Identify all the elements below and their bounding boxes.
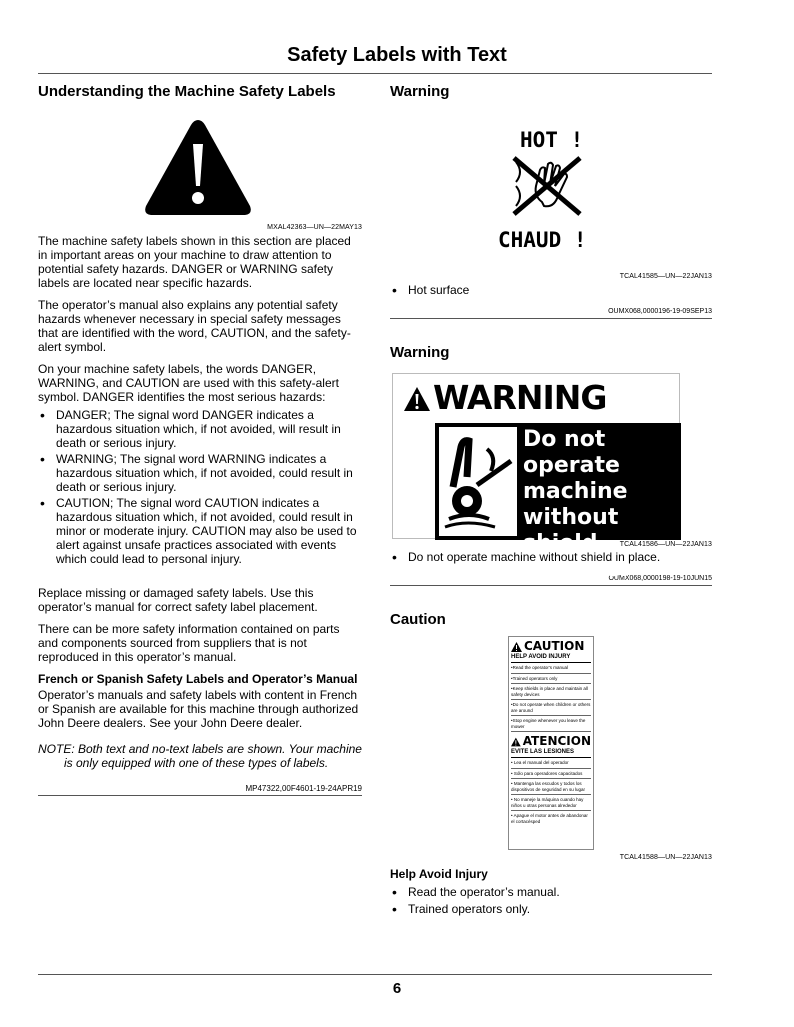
code-ref: MP47322,00F4601-19-24APR19 bbox=[245, 784, 362, 793]
label-signal-word bbox=[511, 640, 591, 653]
section-heading-caution: Caution bbox=[390, 611, 446, 628]
footer-rule bbox=[38, 974, 712, 975]
subheading-french-spanish: French or Spanish Safety Labels and Operator’s Manual bbox=[38, 672, 358, 686]
label-signal-word: WARNING bbox=[433, 378, 607, 417]
label-text-chaud: CHAUD ! bbox=[498, 228, 587, 252]
label-subhead: EVITE LAS LESIONES bbox=[511, 749, 591, 758]
label-head-text: ATENCION bbox=[522, 734, 591, 748]
image-ref: TCAL41588—UN—22JAN13 bbox=[619, 854, 712, 861]
section-divider bbox=[390, 585, 712, 586]
list-item: • WARNING; The signal word WARNING indicates a hazardous situation which, if not avoided, could result in death or serious injury. bbox=[38, 452, 362, 494]
label-line: in place. bbox=[523, 557, 629, 582]
safety-alert-icon bbox=[142, 116, 254, 220]
signal-word-list bbox=[38, 408, 362, 566]
label-line: • Lea el manual del operador bbox=[511, 760, 591, 769]
paragraph: Replace missing or damaged safety labels. Use this operator’s manual for correct safety label placement. bbox=[38, 586, 318, 614]
paragraph: Operator’s manuals and safety labels with content in French or Spanish are available for this machine through authorized John Deere dealers. See your John Deere dealer. bbox=[38, 688, 359, 730]
note: NOTE: Both text and no-text labels are shown. Your machine is only equipped with one of these types of labels. bbox=[38, 742, 362, 770]
page-number: 6 bbox=[392, 980, 402, 997]
label-description-list bbox=[390, 283, 712, 297]
label-signal-word bbox=[511, 735, 591, 748]
section-heading-understanding: Understanding the Machine Safety Labels bbox=[38, 83, 336, 100]
caution-label bbox=[508, 636, 594, 850]
paragraph: There can be more safety information contained on parts and components sourced from suppliers that is not reproduced in this operator’s manual. bbox=[38, 622, 340, 664]
label-line: • Apague el motor antes de abandonar el cortacésped bbox=[511, 813, 588, 824]
paragraph: The operator’s manual also explains any potential safety hazards whenever necessary in special safety messages that are identified with the word, CAUTION, and the safety-alert symbol. bbox=[38, 298, 351, 354]
list-item: • Hot surface bbox=[390, 283, 712, 297]
label-line: •Stop engine whenever you leave the mower bbox=[511, 718, 591, 732]
warning-triangle-icon bbox=[511, 737, 521, 747]
list-item: • DANGER; The signal word DANGER indicates a hazardous situation which, if not avoided, will result in death or serious injury. bbox=[38, 408, 362, 450]
warning-triangle-icon bbox=[403, 386, 431, 412]
header-rule bbox=[38, 73, 712, 74]
section-heading-warning-shield: Warning bbox=[390, 344, 450, 361]
label-subhead: HELP AVOID INJURY bbox=[511, 654, 591, 663]
label-text-hot: HOT ! bbox=[520, 128, 584, 152]
image-ref: TCAL41585—UN—22JAN13 bbox=[619, 273, 712, 280]
subheading-help-avoid-injury: Help Avoid Injury bbox=[390, 867, 488, 881]
code-ref: OUMX068,0000198-19-10JUN15 bbox=[608, 575, 712, 582]
label-head-text: CAUTION bbox=[524, 639, 585, 653]
label-line: without shield bbox=[523, 505, 619, 556]
hand-crossed-icon bbox=[512, 156, 582, 218]
list-item: • Do not operate machine without shield in place. bbox=[390, 550, 712, 564]
label-line: •Trained operators only bbox=[511, 676, 591, 685]
warning-triangle-icon bbox=[511, 642, 522, 652]
list-item: • Read the operator’s manual. bbox=[390, 885, 712, 899]
hot-surface-label bbox=[498, 128, 608, 258]
right-column bbox=[390, 82, 712, 916]
label-line: • Mantenga las escudos y todos los dispositivos de seguridad en su lugar bbox=[511, 781, 591, 795]
label-description-list bbox=[390, 550, 712, 564]
entanglement-pictogram bbox=[439, 427, 517, 536]
label-line: •Read the operator's manual bbox=[511, 665, 591, 674]
label-line: •Keep shields in place and maintain all safety devices bbox=[511, 686, 591, 700]
label-description-list bbox=[390, 885, 712, 916]
list-item: • Trained operators only. bbox=[390, 902, 712, 916]
label-line: Do not operate bbox=[523, 427, 620, 478]
list-item: • CAUTION; The signal word CAUTION indicates a hazardous situation which, if not avoided, could result in minor or moderate injury. CAUTION may also be used to alert against unsafe practices associated with events which could lead to personal injury. bbox=[38, 496, 362, 566]
section-divider bbox=[390, 318, 712, 319]
image-ref: MXAL42363—UN—22MAY13 bbox=[267, 224, 362, 231]
label-line: • Sólo para operadores capacitados bbox=[511, 771, 591, 780]
section-divider bbox=[38, 795, 362, 796]
page-title: Safety Labels with Text bbox=[287, 44, 507, 66]
section-heading-warning-hot: Warning bbox=[390, 83, 450, 100]
label-line: • No maneje la máquina cuando hay niños u otras personas alrededor bbox=[511, 797, 591, 811]
paragraph: On your machine safety labels, the words DANGER, WARNING, and CAUTION are used with this safety-alert symbol. DANGER identifies the most serious hazards: bbox=[38, 362, 339, 404]
paragraph: The machine safety labels shown in this section are placed in important areas on your machine to draw attention to potential safety hazards. DANGER or WARNING safety labels are located near specific hazards. bbox=[38, 234, 351, 290]
label-line: machine bbox=[523, 479, 628, 504]
code-ref: OUMX068,0000196-19-09SEP13 bbox=[608, 308, 712, 315]
label-line: •Do not operate when children or others are around bbox=[511, 702, 591, 716]
image-ref: TCAL41586—UN—22JAN13 bbox=[619, 541, 712, 548]
left-column bbox=[38, 82, 362, 796]
